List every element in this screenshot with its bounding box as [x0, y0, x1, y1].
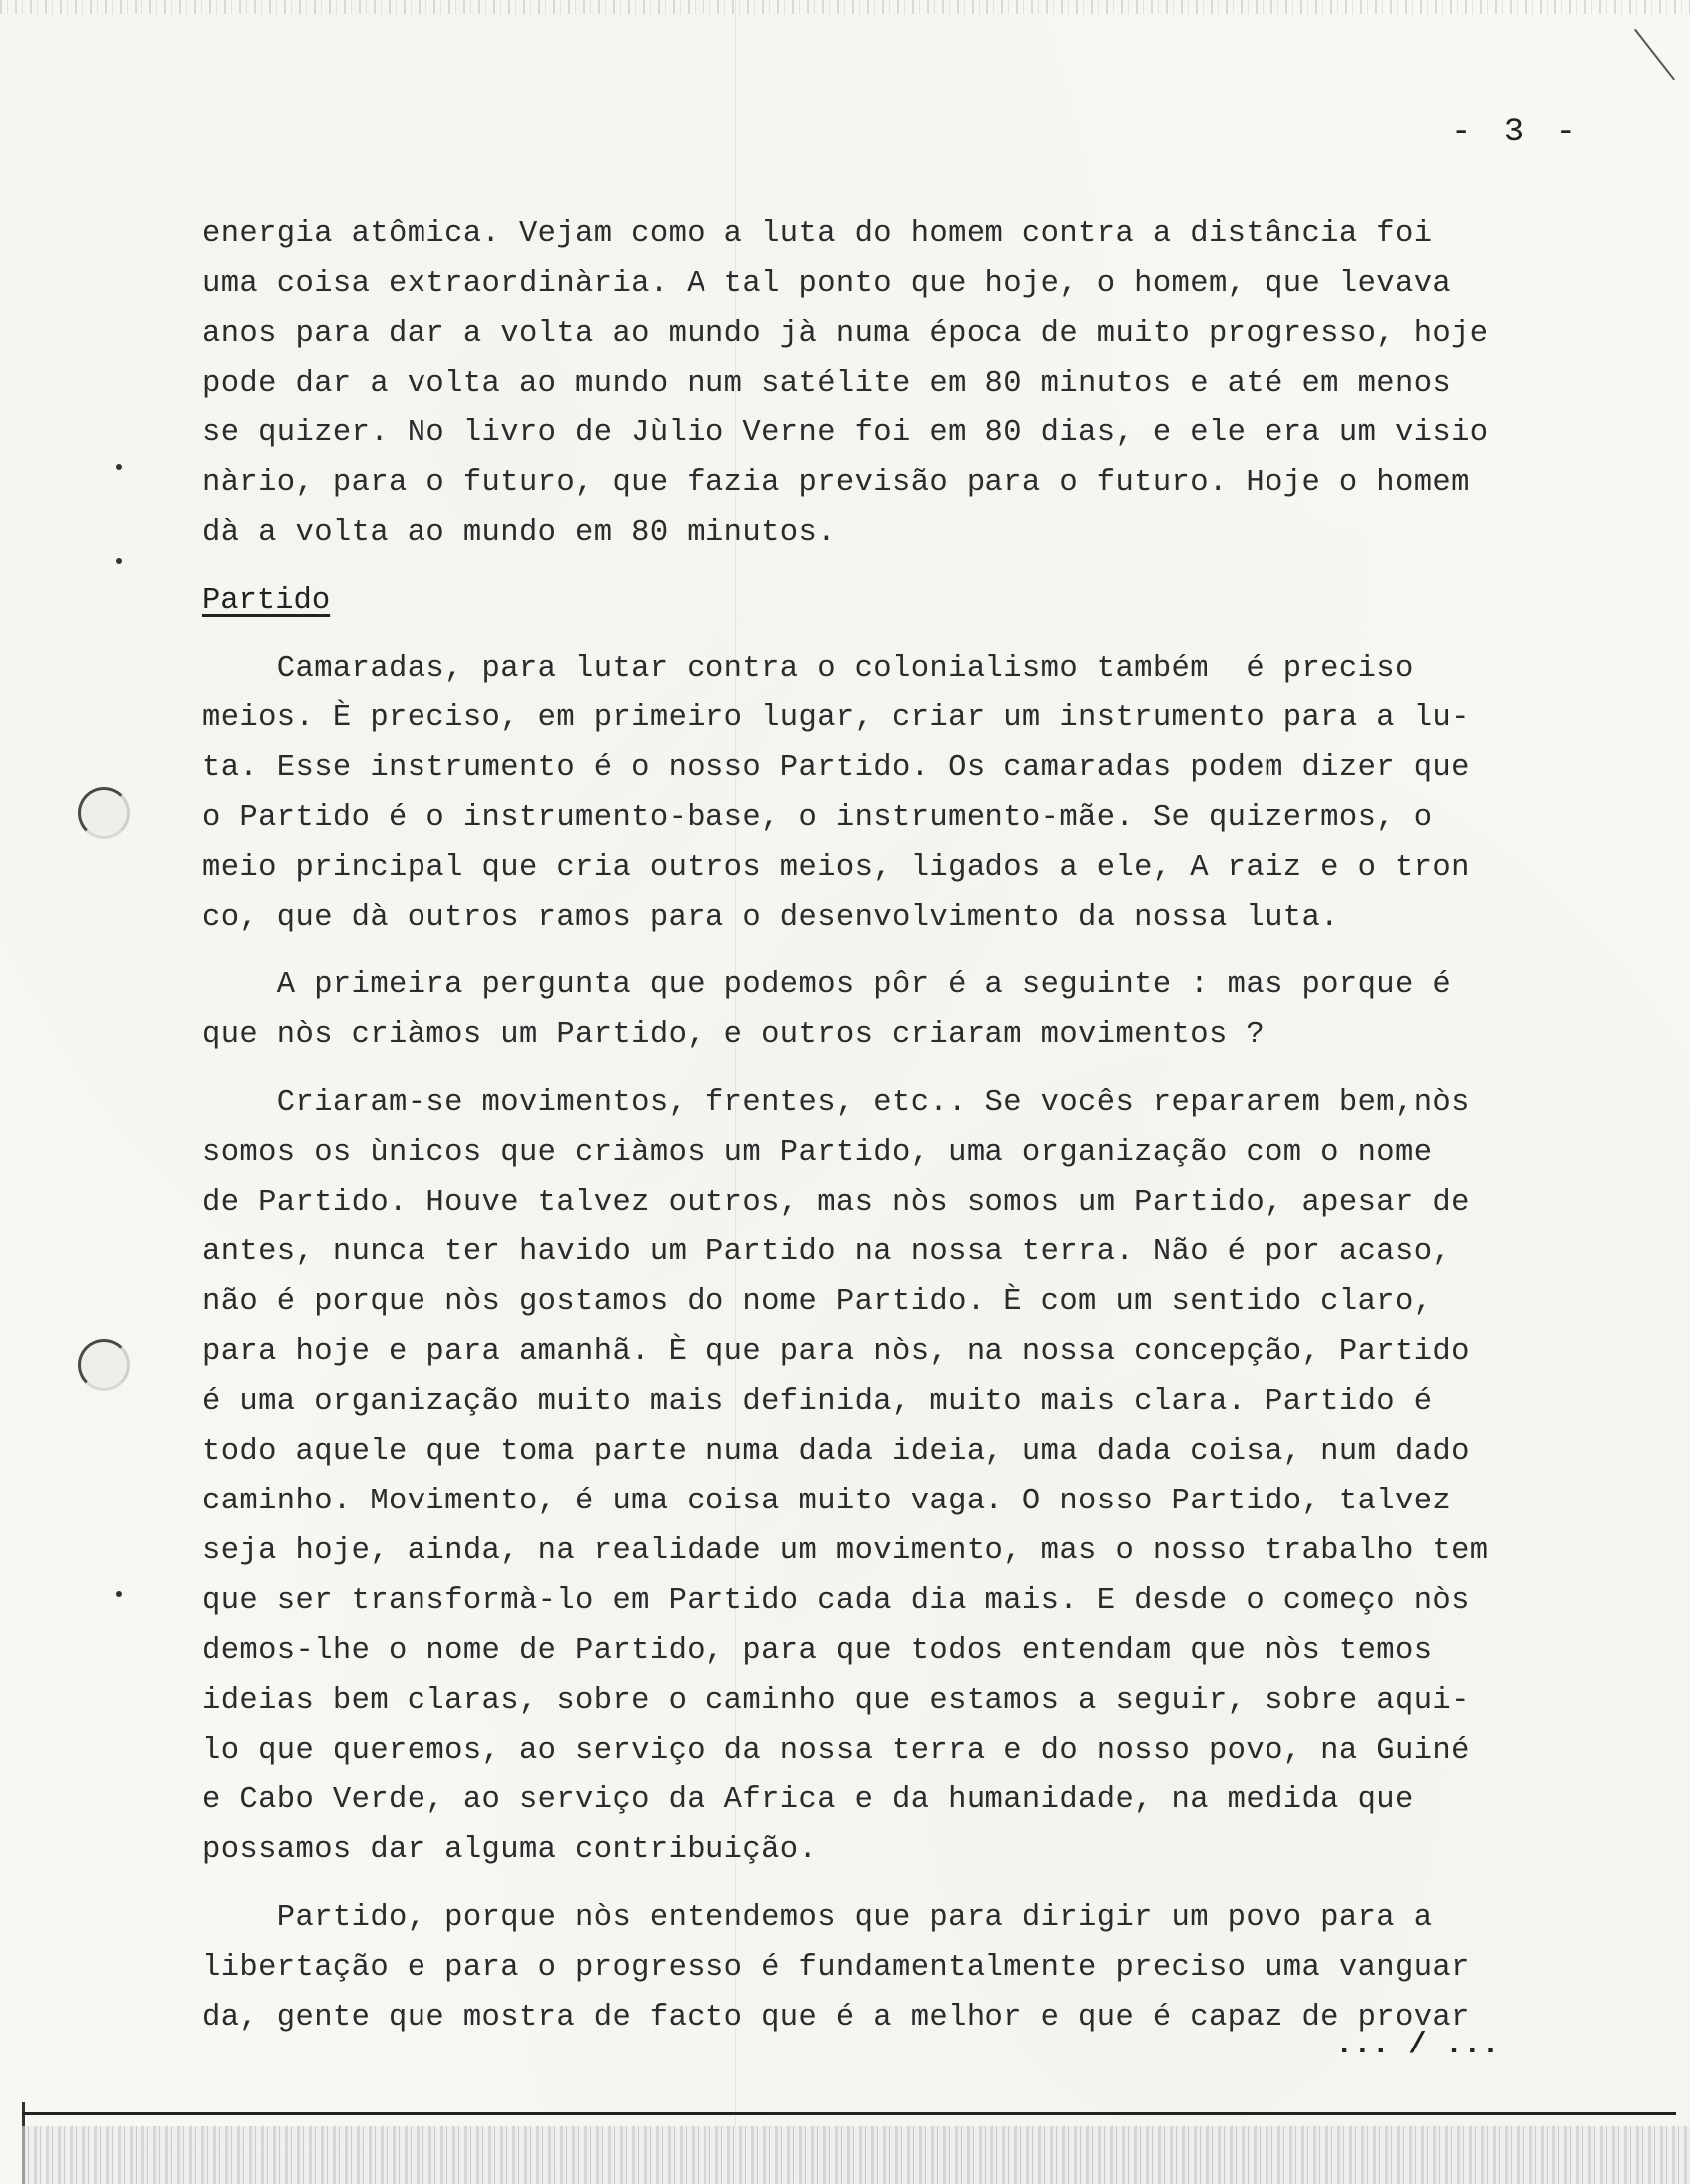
text-line: todo aquele que toma parte numa dada ideia, uma dada coisa, num dado: [202, 1435, 1470, 1469]
margin-dot: [116, 558, 122, 564]
scan-edge-bottom: [22, 2126, 1690, 2184]
text-line: não é porque nòs gostamos do nome Partido. È com um sentido claro,: [202, 1285, 1433, 1319]
intro-paragraph: [202, 209, 1617, 558]
text-line: meios. È preciso, em primeiro lugar, criar um instrumento para a lu-: [202, 701, 1470, 735]
text-line: energia atômica. Vejam como a luta do homem contra a distância foi: [202, 217, 1433, 251]
text-line: co, que dà outros ramos para o desenvolvimento da nossa luta.: [202, 901, 1339, 935]
continuation-marker: ... / ...: [1335, 2029, 1500, 2062]
margin-dot: [116, 1591, 122, 1597]
paragraph: [202, 960, 1617, 1060]
text-line: que nòs criàmos um Partido, e outros criaram movimentos ?: [202, 1018, 1266, 1052]
text-line: uma coisa extraordinària. A tal ponto que hoje, o homem, que levava: [202, 267, 1452, 301]
text-line: caminho. Movimento, é uma coisa muito vaga. O nosso Partido, talvez: [202, 1485, 1452, 1518]
text-line: lo que queremos, ao serviço da nossa terra e do nosso povo, na Guiné: [202, 1734, 1470, 1768]
text-line: de Partido. Houve talvez outros, mas nòs somos um Partido, apesar de: [202, 1186, 1470, 1220]
punch-hole-lower: [78, 1339, 130, 1391]
paragraph: [202, 1078, 1617, 1875]
text-line: é uma organização muito mais definida, muito mais clara. Partido é: [202, 1385, 1433, 1419]
text-line: ta. Esse instrumento é o nosso Partido. Os camaradas podem dizer que: [202, 751, 1470, 785]
text-line: demos-lhe o nome de Partido, para que todos entendam que nòs temos: [202, 1634, 1433, 1668]
document-body: [202, 209, 1617, 2043]
text-line: A primeira pergunta que podemos pôr é a seguinte : mas porque é: [202, 968, 1452, 1002]
text-line: possamos dar alguma contribuição.: [202, 1833, 818, 1867]
corner-pen-mark: [1634, 29, 1675, 81]
text-line: antes, nunca ter havido um Partido na nossa terra. Não é por acaso,: [202, 1235, 1452, 1269]
paragraph: [202, 644, 1617, 943]
text-line: o Partido é o instrumento-base, o instrumento-mãe. Se quizermos, o: [202, 801, 1433, 835]
text-line: e Cabo Verde, ao serviço da Africa e da humanidade, na medida que: [202, 1783, 1414, 1817]
text-line: Camaradas, para lutar contra o colonialismo também é preciso: [202, 652, 1414, 685]
text-line: ideias bem claras, sobre o caminho que estamos a seguir, sobre aqui-: [202, 1684, 1470, 1718]
punch-hole-upper: [78, 787, 130, 839]
margin-dot: [116, 464, 122, 470]
text-line: para hoje e para amanhã. È que para nòs, na nossa concepção, Partido: [202, 1335, 1470, 1369]
text-line: se quizer. No livro de Jùlio Verne foi em 80 dias, e ele era um visio: [202, 416, 1489, 450]
text-line: libertação e para o progresso é fundamentalmente preciso uma vanguar: [202, 1951, 1470, 1985]
text-line: dà a volta ao mundo em 80 minutos.: [202, 516, 836, 550]
text-line: Partido, porque nòs entendemos que para dirigir um povo para a: [202, 1901, 1433, 1935]
text-line: meio principal que cria outros meios, ligados a ele, A raiz e o tron: [202, 851, 1470, 885]
bottom-border-line: [22, 2112, 1676, 2115]
text-line: Criaram-se movimentos, frentes, etc.. Se vocês repararem bem,nòs: [202, 1086, 1470, 1120]
scan-edge-top: [0, 0, 1690, 14]
text-line: seja hoje, ainda, na realidade um movimento, mas o nosso trabalho tem: [202, 1534, 1489, 1568]
text-line: anos para dar a volta ao mundo jà numa época de muito progresso, hoje: [202, 317, 1489, 351]
text-line: pode dar a volta ao mundo num satélite em 80 minutos e até em menos: [202, 367, 1452, 401]
page-number: - 3 -: [1451, 114, 1583, 151]
section-heading: Partido: [202, 584, 331, 618]
text-line: que ser transformà-lo em Partido cada dia mais. E desde o começo nòs: [202, 1584, 1470, 1618]
text-line: da, gente que mostra de facto que é a melhor e que é capaz de provar: [202, 2001, 1470, 2035]
text-line: somos os ùnicos que criàmos um Partido, uma organização com o nome: [202, 1136, 1433, 1170]
text-line: nàrio, para o futuro, que fazia previsão para o futuro. Hoje o homem: [202, 466, 1470, 500]
